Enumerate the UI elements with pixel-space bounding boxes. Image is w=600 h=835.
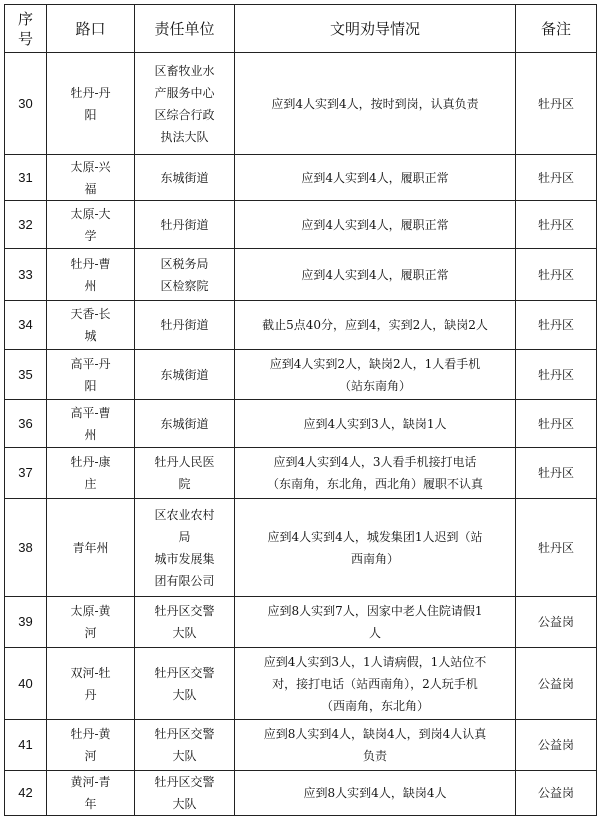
header-row (5, 5, 597, 53)
table-row (5, 400, 597, 448)
cell-situation: 应到8人实到4人，缺岗4人 (235, 771, 516, 816)
cell-no: 32 (5, 201, 47, 249)
cell-situation: 应到8人实到4人，缺岗4人，到岗4人认真 负责 (235, 720, 516, 771)
cell-note: 公益岗 (516, 648, 597, 720)
cell-situation: 应到4人实到4人，城发集团1人迟到（站 西南角） (235, 499, 516, 597)
table-row (5, 597, 597, 648)
cell-situation: 应到4人实到3人，1人请病假，1人站位不 对，接打电话（站西南角），2人玩手机 （西南角，东北角） (235, 648, 516, 720)
header-no: 序 号 (5, 5, 47, 53)
cell-unit: 牡丹人民医 院 (135, 448, 235, 499)
cell-unit: 区税务局 区检察院 (135, 249, 235, 301)
cell-intersection: 太原-黄 河 (47, 597, 135, 648)
cell-situation: 应到4人实到4人，3人看手机接打电话 （东南角，东北角，西北角）履职不认真 (235, 448, 516, 499)
cell-intersection: 太原-大 学 (47, 201, 135, 249)
cell-intersection: 牡丹-丹 阳 (47, 53, 135, 155)
cell-intersection: 青年州 (47, 499, 135, 597)
cell-situation: 应到4人实到2人，缺岗2人，1人看手机 （站东南角） (235, 350, 516, 400)
cell-no: 30 (5, 53, 47, 155)
cell-no: 36 (5, 400, 47, 448)
header-situation: 文明劝导情况 (235, 5, 516, 53)
duty-table (4, 4, 597, 816)
cell-note: 牡丹区 (516, 301, 597, 350)
cell-note: 牡丹区 (516, 400, 597, 448)
cell-no: 39 (5, 597, 47, 648)
cell-note: 公益岗 (516, 771, 597, 816)
cell-unit: 区畜牧业水 产服务中心 区综合行政 执法大队 (135, 53, 235, 155)
cell-note: 牡丹区 (516, 448, 597, 499)
cell-intersection: 高平-丹 阳 (47, 350, 135, 400)
cell-intersection: 高平-曹 州 (47, 400, 135, 448)
table-row (5, 720, 597, 771)
cell-intersection: 牡丹-黄 河 (47, 720, 135, 771)
cell-no: 42 (5, 771, 47, 816)
cell-unit: 牡丹区交警 大队 (135, 720, 235, 771)
cell-no: 41 (5, 720, 47, 771)
cell-note: 牡丹区 (516, 155, 597, 201)
table-row (5, 53, 597, 155)
cell-note: 牡丹区 (516, 201, 597, 249)
cell-unit: 东城街道 (135, 350, 235, 400)
cell-situation: 截止5点40分，应到4，实到2人，缺岗2人 (235, 301, 516, 350)
table-row (5, 201, 597, 249)
cell-no: 35 (5, 350, 47, 400)
cell-unit: 牡丹区交警 大队 (135, 648, 235, 720)
cell-situation: 应到4人实到4人，履职正常 (235, 201, 516, 249)
header-intersection: 路口 (47, 5, 135, 53)
cell-note: 牡丹区 (516, 350, 597, 400)
table-row (5, 155, 597, 201)
table-row (5, 448, 597, 499)
cell-no: 33 (5, 249, 47, 301)
header-note: 备注 (516, 5, 597, 53)
cell-note: 牡丹区 (516, 53, 597, 155)
cell-situation: 应到4人实到3人，缺岗1人 (235, 400, 516, 448)
cell-situation: 应到4人实到4人，履职正常 (235, 155, 516, 201)
cell-intersection: 太原-兴 福 (47, 155, 135, 201)
cell-intersection: 天香-长 城 (47, 301, 135, 350)
cell-no: 37 (5, 448, 47, 499)
cell-note: 牡丹区 (516, 499, 597, 597)
cell-no: 31 (5, 155, 47, 201)
table-row (5, 249, 597, 301)
cell-unit: 牡丹区交警 大队 (135, 771, 235, 816)
cell-note: 公益岗 (516, 720, 597, 771)
header-unit: 责任单位 (135, 5, 235, 53)
cell-unit: 牡丹街道 (135, 201, 235, 249)
table-row (5, 499, 597, 597)
cell-situation: 应到4人实到4人，履职正常 (235, 249, 516, 301)
cell-intersection: 牡丹-曹 州 (47, 249, 135, 301)
cell-situation: 应到4人实到4人，按时到岗，认真负责 (235, 53, 516, 155)
table-row (5, 648, 597, 720)
cell-intersection: 黄河-青 年 (47, 771, 135, 816)
cell-intersection: 牡丹-康 庄 (47, 448, 135, 499)
cell-no: 38 (5, 499, 47, 597)
cell-situation: 应到8人实到7人，因家中老人住院请假1 人 (235, 597, 516, 648)
cell-note: 公益岗 (516, 597, 597, 648)
cell-no: 40 (5, 648, 47, 720)
cell-note: 牡丹区 (516, 249, 597, 301)
cell-unit: 东城街道 (135, 400, 235, 448)
cell-unit: 区农业农村 局 城市发展集 团有限公司 (135, 499, 235, 597)
cell-unit: 牡丹区交警 大队 (135, 597, 235, 648)
cell-intersection: 双河-牡 丹 (47, 648, 135, 720)
cell-no: 34 (5, 301, 47, 350)
cell-unit: 东城街道 (135, 155, 235, 201)
table-row (5, 350, 597, 400)
table-row (5, 771, 597, 816)
cell-unit: 牡丹街道 (135, 301, 235, 350)
table-row (5, 301, 597, 350)
